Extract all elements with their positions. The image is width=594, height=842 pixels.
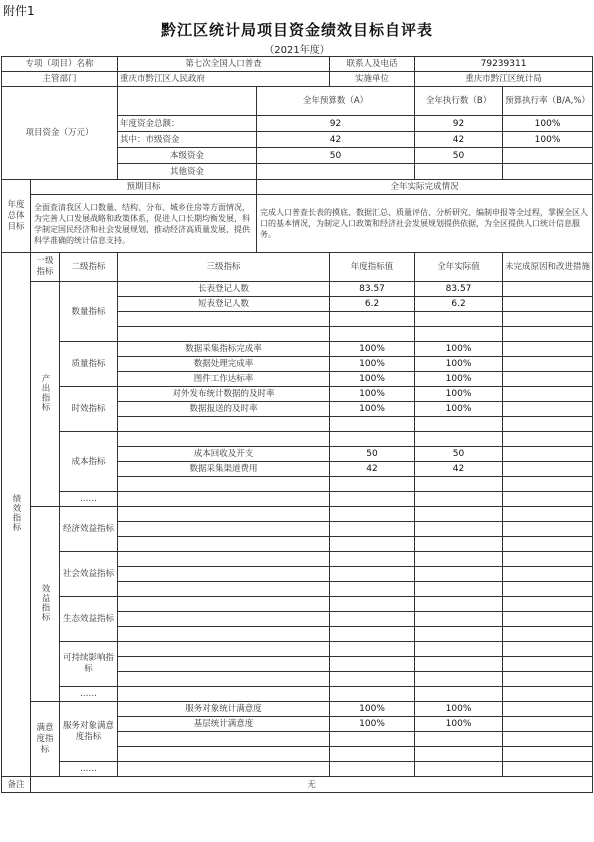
annex-label: 附件1 xyxy=(3,4,35,18)
indicators-header-row xyxy=(2,253,593,282)
funds-row-budget: 42 xyxy=(257,132,415,148)
indicator-name: 服务对象统计满意度 xyxy=(118,702,330,717)
indicator-actual: 100% xyxy=(415,342,503,357)
economic-label: 经济效益指标 xyxy=(60,507,118,552)
indicator-actual: 6.2 xyxy=(415,297,503,312)
funds-row-label: 年度资金总额： xyxy=(118,116,257,132)
indicator-target: 42 xyxy=(330,462,415,477)
goals-planned-header: 预期目标 xyxy=(31,180,257,195)
indicator-name: 成本回收及开支 xyxy=(118,447,330,462)
indicator-reason xyxy=(503,717,593,732)
indicator-actual: 100% xyxy=(415,702,503,717)
funds-row-exec: 92 xyxy=(415,116,503,132)
indicator-target: 100% xyxy=(330,342,415,357)
indicator-row xyxy=(2,282,593,297)
goals-section-text: 年度总体目标 xyxy=(7,199,25,232)
indicator-target: 100% xyxy=(330,402,415,417)
sustain-label: 可持续影响指标 xyxy=(60,642,118,687)
indicator-row-empty xyxy=(2,507,593,522)
satisfaction-label: 满意度指标 xyxy=(31,702,60,777)
output-label xyxy=(31,282,60,507)
funds-row-rate xyxy=(503,148,593,164)
contact-value: 79239311 xyxy=(415,57,593,72)
funds-row-exec: 42 xyxy=(415,132,503,148)
output-ellipsis-row xyxy=(2,492,593,507)
remark-label: 备注 xyxy=(2,777,31,793)
indicator-target: 6.2 xyxy=(330,297,415,312)
project-name-label: 专项（项目）名称 xyxy=(2,57,118,72)
indicator-name: 数据处理完成率 xyxy=(118,357,330,372)
project-name-value: 第七次全国人口普查 xyxy=(118,57,330,72)
info-row-project xyxy=(2,57,593,72)
indicator-reason xyxy=(503,387,593,402)
indicator-actual: 100% xyxy=(415,717,503,732)
indicator-name: 长表登记人数 xyxy=(118,282,330,297)
contact-label: 联系人及电话 xyxy=(330,57,415,72)
unit-value: 重庆市黔江区统计局 xyxy=(415,72,593,87)
benefit-ellipsis: …… xyxy=(60,687,118,702)
indicator-row xyxy=(2,342,593,357)
indicator-reason xyxy=(503,462,593,477)
document-year: （2021年度） xyxy=(264,45,330,56)
indicator-actual: 100% xyxy=(415,357,503,372)
funds-col-budget: 全年预算数（A） xyxy=(257,87,415,116)
indicator-row-empty xyxy=(2,597,593,612)
benefit-label xyxy=(31,507,60,702)
indicator-target: 83.57 xyxy=(330,282,415,297)
goals-header-row xyxy=(2,180,593,195)
indicator-actual: 50 xyxy=(415,447,503,462)
indicator-reason xyxy=(503,447,593,462)
output-label-text: 产出指标 xyxy=(40,373,50,412)
goals-actual-header: 全年实际完成情况 xyxy=(257,180,593,195)
indicator-name: 数据采集渠道费用 xyxy=(118,462,330,477)
satisfaction-ellipsis-row xyxy=(2,762,593,777)
funds-row-rate: 100% xyxy=(503,132,593,148)
indicator-target: 100% xyxy=(330,717,415,732)
col-level3: 三级指标 xyxy=(118,253,330,282)
indicator-name: 对外发布统计数据的及时率 xyxy=(118,387,330,402)
indicator-name: 短表登记人数 xyxy=(118,297,330,312)
indicator-target: 100% xyxy=(330,387,415,402)
indicator-name: 数据采集指标完成率 xyxy=(118,342,330,357)
indicators-section-text: 绩效指标 xyxy=(11,494,21,532)
remark-value: 无 xyxy=(31,777,593,793)
col-level1: 一级指标 xyxy=(31,253,60,282)
funds-col-exec: 全年执行数（B） xyxy=(415,87,503,116)
indicator-reason xyxy=(503,297,593,312)
dept-value: 重庆市黔江区人民政府 xyxy=(118,72,330,87)
quantity-label: 数量指标 xyxy=(60,282,118,342)
goals-actual-text: 完成人口普查长表的摸底、数据汇总、质量评估、分析研究、编制申报等全过程，掌握全区人口的基本情况，为制定人口政策和经济社会发展规划提供依据，为全区提供人口统计信息服务。 xyxy=(257,195,593,253)
col-reason: 未完成原因和改进措施 xyxy=(503,253,593,282)
funds-row-label: 其他资金 xyxy=(118,164,257,180)
funds-row-exec xyxy=(415,164,503,180)
indicator-target: 100% xyxy=(330,702,415,717)
goals-section-label xyxy=(2,180,31,253)
indicator-target: 100% xyxy=(330,357,415,372)
indicator-row-empty xyxy=(2,552,593,567)
indicator-reason xyxy=(503,342,593,357)
indicator-reason xyxy=(503,282,593,297)
col-level2: 二级指标 xyxy=(60,253,118,282)
funds-row-budget: 92 xyxy=(257,116,415,132)
indicator-row xyxy=(2,387,593,402)
satisfaction-ellipsis: …… xyxy=(60,762,118,777)
funds-row-rate: 100% xyxy=(503,116,593,132)
indicator-reason xyxy=(503,357,593,372)
funds-section-label: 项目资金（万元） xyxy=(2,87,118,180)
dept-label: 主管部门 xyxy=(2,72,118,87)
indicator-actual: 83.57 xyxy=(415,282,503,297)
timeliness-label: 时效指标 xyxy=(60,387,118,432)
indicator-actual: 100% xyxy=(415,402,503,417)
col-target: 年度指标值 xyxy=(330,253,415,282)
funds-empty-header xyxy=(118,87,257,116)
funds-col-rate: 预算执行率（B/A,%） xyxy=(503,87,593,116)
indicator-row xyxy=(2,702,593,717)
info-row-dept xyxy=(2,72,593,87)
indicator-name: 数据报送的及时率 xyxy=(118,402,330,417)
output-ellipsis: …… xyxy=(60,492,118,507)
funds-row-budget xyxy=(257,164,415,180)
quality-label: 质量指标 xyxy=(60,342,118,387)
indicator-row-empty xyxy=(2,432,593,447)
indicator-actual: 100% xyxy=(415,387,503,402)
col-actual: 全年实际值 xyxy=(415,253,503,282)
funds-row-label: 其中：市级资金 xyxy=(118,132,257,148)
benefit-label-text: 效益指标 xyxy=(40,583,50,622)
indicator-name: 基层统计满意度 xyxy=(118,717,330,732)
funds-header-row xyxy=(2,87,593,116)
funds-row-label: 本级资金 xyxy=(118,148,257,164)
funds-row-budget: 50 xyxy=(257,148,415,164)
indicator-row-empty xyxy=(2,642,593,657)
goals-content-row xyxy=(2,195,593,253)
indicator-actual: 100% xyxy=(415,372,503,387)
unit-label: 实施单位 xyxy=(330,72,415,87)
indicator-target: 100% xyxy=(330,372,415,387)
indicators-section-label xyxy=(2,253,31,777)
eco-label: 生态效益指标 xyxy=(60,597,118,642)
funds-row-exec: 50 xyxy=(415,148,503,164)
evaluation-table xyxy=(1,56,593,793)
indicator-name: 图件工作达标率 xyxy=(118,372,330,387)
social-label: 社会效益指标 xyxy=(60,552,118,597)
document-title: 黔江区统计局项目资金绩效目标自评表 xyxy=(160,21,433,39)
goals-planned-text: 全面查清我区人口数量、结构、分布、城乡住房等方面情况，为完善人口发展战略和政策体系，促进人口长期均衡发展，科学制定国民经济和社会发展规划，推动经济高质量发展，提供科学准确的统计信息支持。 xyxy=(31,195,257,253)
indicator-target: 50 xyxy=(330,447,415,462)
indicator-actual: 42 xyxy=(415,462,503,477)
funds-row-rate xyxy=(503,164,593,180)
benefit-ellipsis-row xyxy=(2,687,593,702)
cost-label: 成本指标 xyxy=(60,432,118,492)
indicator-reason xyxy=(503,402,593,417)
indicator-reason xyxy=(503,702,593,717)
service-label: 服务对象满意度指标 xyxy=(60,702,118,762)
indicator-reason xyxy=(503,372,593,387)
remark-row xyxy=(2,777,593,793)
